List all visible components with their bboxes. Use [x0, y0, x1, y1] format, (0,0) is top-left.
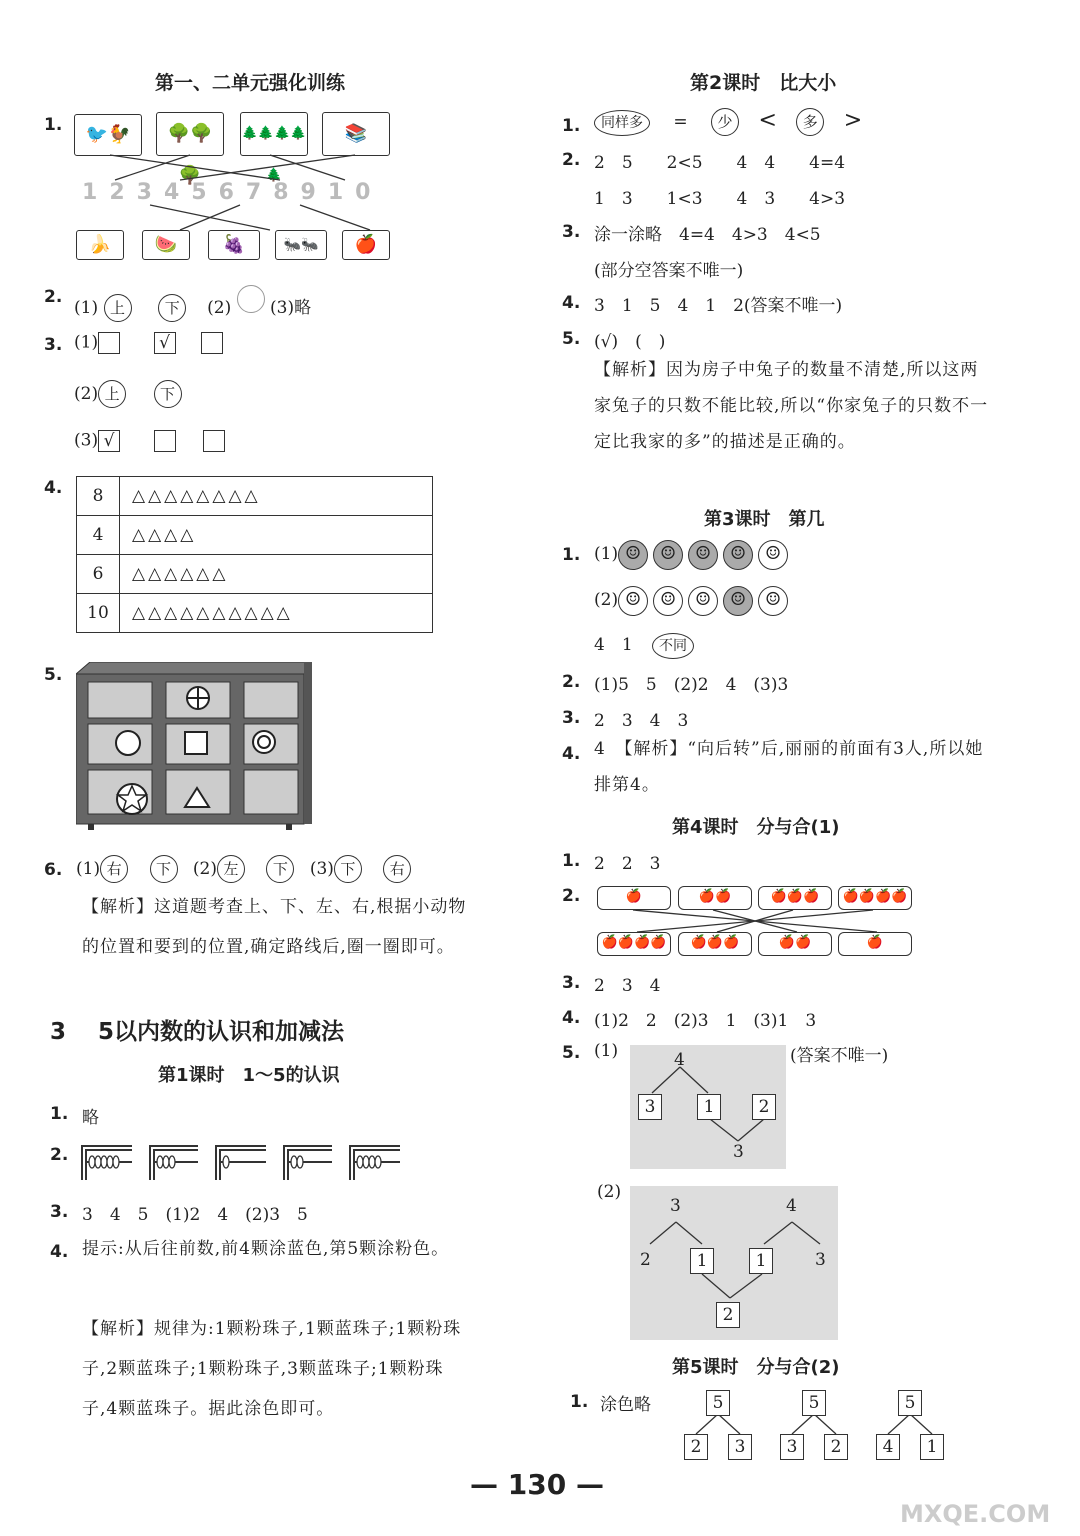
lesson-title: 第1课时 1～5的认识 — [158, 1065, 340, 1086]
number-box: 3 — [780, 1434, 804, 1460]
picture-box: 🌳🌳🌳 — [156, 112, 224, 156]
table-row — [77, 516, 433, 555]
answer-text: 4 【解析】“向后转”后,丽丽的前面有3人,所以她排第4。 — [594, 739, 984, 795]
part-label: (2) — [207, 298, 232, 318]
number-box: 5 — [898, 1390, 922, 1416]
lesson-title: 第3课时 第几 — [704, 509, 825, 530]
answer-text: 2 2 3 — [594, 854, 661, 874]
circled-answer: 多 — [796, 108, 824, 136]
answer-line — [594, 630, 694, 659]
question-number: 1. — [562, 851, 581, 871]
question-number: 1. — [50, 1104, 69, 1124]
unit-title: 5以内数的认识和加减法 — [98, 1019, 345, 1045]
analysis-text: 【解析】这道题考查上、下、左、右,根据小动物的位置和要到的位置,确定路线后,圈一圈即可。 — [82, 897, 467, 957]
digit: 1 — [82, 180, 110, 205]
table-cell: △△△△△△ — [120, 555, 433, 594]
answer-text: (1)5 5 (2)2 4 (3)3 — [594, 675, 789, 695]
part-label: (2) — [192, 859, 217, 879]
answer-text: (√) ( ) — [594, 332, 666, 352]
number-box: 1 — [690, 1248, 714, 1274]
answer-text: 2 3 4 3 — [594, 711, 689, 731]
question-number: 2. — [44, 287, 63, 307]
picture-box: 🍌 — [76, 230, 124, 260]
smiley-icon: ☺ — [758, 540, 788, 570]
answer-text: 涂一涂略 4=4 4>3 4<5 — [594, 225, 821, 245]
lesson-title: 第2课时 比大小 — [690, 72, 837, 94]
analysis-text: 【解析】规律为:1颗粉珠子,1颗蓝珠子;1颗粉珠子,2颗蓝珠子;1颗粉珠子,3颗蓝珠子;1颗粉珠子,4颗蓝珠子。据此涂色即可。 — [82, 1319, 462, 1419]
question-number: 2. — [562, 150, 581, 170]
answer-line — [76, 855, 411, 883]
answer-line — [74, 380, 182, 408]
diagram-number: 3 — [670, 1196, 681, 1216]
lesson-title: 第4课时 分与合(1) — [672, 817, 840, 838]
picture-box: 🌲🌲🌲🌲🌲 — [240, 112, 308, 156]
part-label: (3) — [74, 430, 99, 451]
answer-text: 涂色略 — [600, 1395, 651, 1415]
unit-heading — [50, 1013, 344, 1046]
diagram-number: 3 — [733, 1142, 744, 1162]
apple-box: 🍎 — [838, 932, 912, 956]
matching-lines — [597, 908, 917, 934]
circled-answer: 下 — [158, 294, 186, 322]
page-number: — 130 — — [470, 1468, 604, 1501]
question-number: 3. — [50, 1202, 69, 1222]
checkbox — [201, 332, 223, 354]
table-cell: △△△△ — [120, 516, 433, 555]
question-number: 5. — [562, 329, 581, 349]
answer-text: 略 — [82, 1108, 99, 1128]
number-box: 2 — [824, 1434, 848, 1460]
answer-text: (部分空答案不唯一) — [594, 261, 744, 281]
question-number: 4. — [562, 744, 581, 764]
smiley-icon: ☺ — [758, 586, 788, 616]
table-cell: 4 — [77, 516, 120, 555]
part-label: (2) — [74, 384, 99, 404]
abacus-row — [80, 1144, 410, 1184]
question-number: 3. — [562, 708, 581, 728]
answer-text: 提示:从后往前数,前4颗涂蓝色,第5颗涂粉色。 — [82, 1239, 450, 1259]
number-box: 1 — [749, 1248, 773, 1274]
answer-text: 2 5 2<5 4 4 4=4 — [594, 153, 846, 173]
question-number: 4. — [562, 293, 581, 313]
question-number: 2. — [562, 886, 581, 906]
symbol: = — [673, 112, 688, 132]
question-number: 5. — [562, 1043, 581, 1063]
question-number: 3. — [44, 335, 63, 355]
part-label: (1) — [594, 1041, 619, 1061]
answer-text: 1 3 1<3 4 3 4>3 — [594, 189, 846, 209]
smiley-icon: ☺ — [618, 540, 648, 570]
picture-box: 📚 — [322, 112, 390, 156]
number-box: 2 — [716, 1302, 740, 1328]
number-box: 2 — [752, 1094, 776, 1120]
question-number: 2. — [50, 1145, 69, 1165]
circled-answer: 上 — [98, 380, 126, 408]
digit: 10 — [327, 180, 383, 205]
number-box: 3 — [638, 1094, 662, 1120]
circled-answer: 右 — [100, 855, 128, 883]
table-row — [77, 477, 433, 516]
question-number: 5. — [44, 665, 63, 685]
answer-text: 3 1 5 4 1 2(答案不唯一) — [594, 296, 843, 316]
digit: 4 — [163, 180, 192, 205]
apple-box: 🍎🍎🍎🍎 — [838, 886, 912, 910]
table-cell: 6 — [77, 555, 120, 594]
part-label: (2) — [597, 1182, 622, 1202]
analysis-text: 【解析】因为房子中兔子的数量不清楚,所以这两家兔子的只数不能比较,所以“你家兔子的只数不一定比我家的多”的描述是正确的。 — [594, 360, 989, 452]
digit-row — [82, 180, 382, 205]
question-number: 3. — [562, 973, 581, 993]
checkbox — [98, 332, 120, 354]
picture-box: 🐜🐜 — [275, 230, 327, 260]
number-box: 1 — [697, 1094, 721, 1120]
smiley-icon: ☺ — [618, 586, 648, 616]
part-label: (1) — [74, 332, 99, 353]
digit: 6 — [218, 180, 246, 205]
question-number: 1. — [570, 1392, 589, 1412]
picture-box: 🍎 — [342, 230, 390, 260]
smiley-icon: ☺ — [723, 586, 753, 616]
number-box: 2 — [684, 1434, 708, 1460]
question-number: 1. — [562, 545, 581, 565]
circled-answer: 右 — [383, 855, 411, 883]
unit-number: 3 — [50, 1019, 67, 1045]
symbol: > — [843, 108, 863, 133]
part-label: (1) — [74, 298, 99, 318]
apple-box: 🍎🍎🍎 — [758, 886, 832, 910]
smiley-icon: ☺ — [653, 540, 683, 570]
circled-answer: 少 — [711, 108, 739, 136]
table-cell: △△△△△△△△△△ — [120, 594, 433, 633]
question-number: 4. — [50, 1242, 69, 1262]
picture-box: 🐦🐓 — [74, 114, 142, 156]
apple-box: 🍎🍎 — [758, 932, 832, 956]
digit: 9 — [300, 180, 328, 205]
note-text: (答案不唯一) — [790, 1046, 889, 1066]
table-cell: △△△△△△△△ — [120, 477, 433, 516]
digit: 7 — [245, 180, 274, 205]
triangle-table — [76, 476, 433, 633]
diagram-number: 4 — [786, 1196, 797, 1216]
answer-text: (1)2 2 (2)3 1 (3)1 3 — [594, 1011, 817, 1031]
answer-line — [594, 108, 862, 136]
bookshelf-illustration — [76, 662, 312, 830]
section-title-left: 第一、二单元强化训练 — [155, 72, 346, 94]
table-cell: 8 — [77, 477, 120, 516]
checkbox — [203, 430, 225, 452]
number-box: 4 — [876, 1434, 900, 1460]
circled-answer: 左 — [217, 855, 245, 883]
circled-answer: 上 — [104, 294, 132, 322]
smiley-icon: ☺ — [653, 586, 683, 616]
picture-box: 🍉 — [142, 230, 190, 260]
table-cell: 10 — [77, 594, 120, 633]
circled-answer: 下 — [334, 855, 362, 883]
smiley-row — [594, 540, 793, 570]
diagram-number: 2 — [640, 1250, 651, 1270]
picture-box: 🍇 — [208, 230, 260, 260]
diagram-number: 4 — [674, 1050, 685, 1070]
answer-line — [74, 285, 311, 322]
checkbox-checked: √ — [98, 430, 120, 452]
smiley-icon: ☺ — [688, 586, 718, 616]
answer-text: 2 3 4 — [594, 976, 661, 996]
digit: 3 — [136, 180, 164, 205]
question-number: 4. — [562, 1008, 581, 1028]
circled-answer: 下 — [150, 855, 178, 883]
digit: 5 — [191, 180, 219, 205]
part-label: (3) — [309, 859, 334, 879]
digit: 2 — [109, 180, 137, 205]
question-number: 4. — [44, 478, 63, 498]
question-number: 6. — [44, 860, 63, 880]
answer-text: 4 1 — [594, 635, 633, 655]
apple-box: 🍎🍎🍎🍎 — [597, 932, 671, 956]
checkbox — [154, 430, 176, 452]
question-number: 2. — [562, 672, 581, 692]
answer-text: 3 4 5 (1)2 4 (2)3 5 — [82, 1205, 308, 1225]
circled-answer — [237, 285, 265, 313]
part-label: (2) — [594, 590, 619, 610]
answer-line — [74, 430, 225, 452]
apple-box: 🍎🍎 — [678, 886, 752, 910]
circled-answer: 下 — [266, 855, 294, 883]
circled-answer: 下 — [154, 380, 182, 408]
watermark-logo: MXQE.COM — [900, 1500, 1051, 1528]
apple-box: 🍎 — [597, 886, 671, 910]
part-label: (3)略 — [270, 298, 312, 318]
number-box: 5 — [802, 1390, 826, 1416]
smiley-icon: ☺ — [688, 540, 718, 570]
question-number: 3. — [562, 222, 581, 242]
checkbox-checked: √ — [154, 332, 176, 354]
number-box: 5 — [706, 1390, 730, 1416]
number-box: 1 — [920, 1434, 944, 1460]
smiley-icon: ☺ — [723, 540, 753, 570]
part-label: (1) — [594, 544, 619, 564]
circled-answer: 不同 — [652, 633, 694, 659]
smiley-row — [594, 586, 793, 616]
circled-answer: 同样多 — [594, 110, 650, 136]
number-box: 3 — [728, 1434, 752, 1460]
table-row — [77, 594, 433, 633]
symbol: < — [758, 108, 777, 133]
apple-box: 🍎🍎🍎 — [678, 932, 752, 956]
lesson-title: 第5课时 分与合(2) — [672, 1357, 840, 1378]
answer-line — [74, 332, 223, 354]
diagram-number: 3 — [815, 1250, 826, 1270]
digit: 8 — [273, 180, 301, 205]
part-label: (1) — [76, 859, 101, 879]
table-row — [77, 555, 433, 594]
question-number: 1. — [562, 116, 581, 136]
question-number: 1. — [44, 115, 63, 135]
